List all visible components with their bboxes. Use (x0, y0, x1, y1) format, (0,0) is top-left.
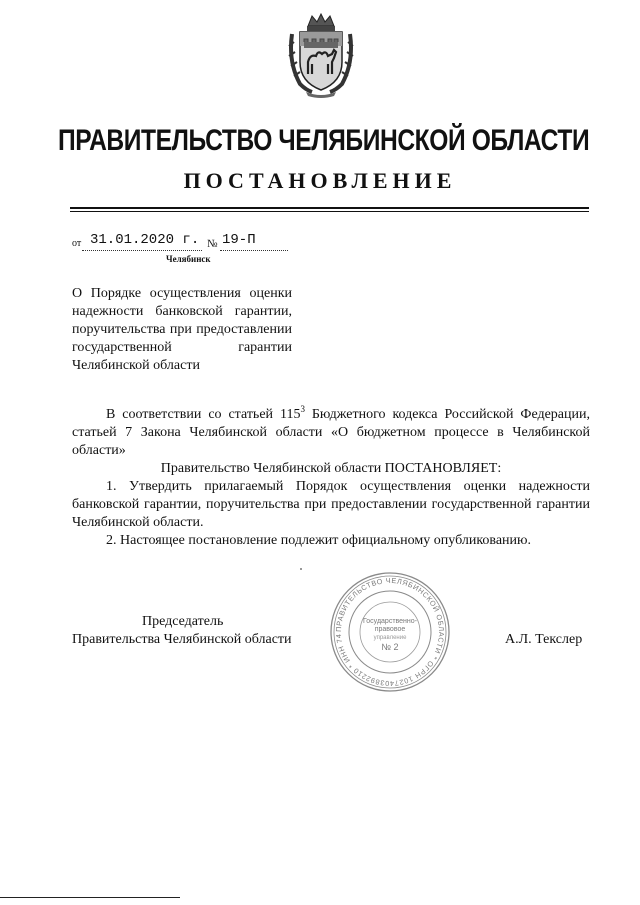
stamp-outer-text: ПРАВИТЕЛЬСТВО ЧЕЛЯБИНСКОЙ ОБЛАСТИ * ОГРН 1027403892210 * ИНН 74 (333, 575, 447, 689)
resolution-item-1: 1. Утвердить прилагаемый Порядок осуществления оценки надежности банковской гарантии, поручительства при предоставлении государственной гарантии Челябинской области. (72, 479, 590, 530)
number-sign-label: № (207, 238, 218, 250)
stamp-inner-line-1: Государственно- (362, 618, 418, 625)
chelyabinsk-coat-of-arms-icon (286, 12, 356, 98)
header-divider-thin (70, 211, 589, 212)
header-divider-thick (70, 207, 589, 209)
document-body (72, 406, 590, 550)
preamble-text-start: В соответствии со статьей 115 (106, 407, 301, 422)
scan-speck (300, 568, 302, 570)
signatory-role-line-2: Правительства Челябинской области (72, 632, 292, 647)
official-round-stamp-icon (328, 570, 452, 694)
document-type-title: ПОСТАНОВЛЕНИЕ (183, 168, 457, 193)
organization-title: ПРАВИТЕЛЬСТВО ЧЕЛЯБИНСКОЙ ОБЛАСТИ (57, 124, 590, 157)
footer-rule (0, 897, 180, 898)
preamble-paragraph (72, 406, 590, 460)
document-city: Челябинск (166, 254, 211, 264)
resolution-item-2: 2. Настоящее постановление подлежит официальному опубликованию. (106, 533, 531, 548)
date-prefix-label: от (72, 238, 82, 249)
document-subject: О Порядке осуществления оценки надежности банковской гарантии, поручительства при предоставлении государственной гарантии Челябинской области (72, 286, 292, 373)
document-date: 31.01.2020 г. (90, 232, 200, 248)
preamble-text-end: Бюджетного кодекса Российской Федерации, статьей 7 Закона Челябинской области «О бюджетном процессе в Челябинской области» (72, 407, 590, 458)
stamp-inner-number: № 2 (381, 642, 399, 652)
stamp-inner-line-3: управление (373, 635, 407, 641)
signatory-name: А.Л. Текслер (505, 632, 583, 647)
signatory-role-line-1: Председатель (142, 614, 224, 629)
date-underline (82, 250, 202, 251)
document-number: 19-П (222, 232, 256, 248)
number-underline (220, 250, 288, 251)
resolution-statement: Правительство Челябинской области ПОСТАНОВЛЯЕТ: (160, 461, 502, 476)
stamp-inner-line-2: правовое (374, 626, 406, 633)
article-superscript: 3 (300, 404, 305, 414)
